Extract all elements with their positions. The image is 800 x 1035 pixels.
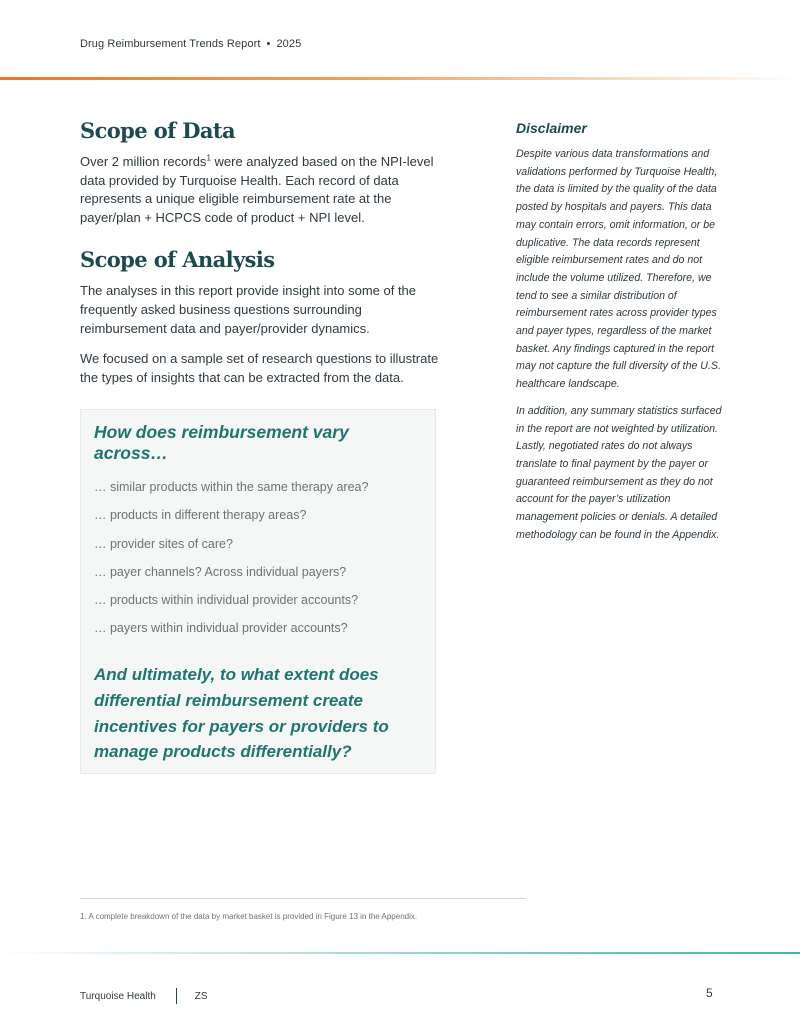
main-column xyxy=(80,118,440,399)
footnote: 1. A complete breakdown of the data by market basket is provided in Figure 13 in the Appendix. xyxy=(80,912,418,921)
footer-rule xyxy=(0,952,800,954)
scope-of-data-text xyxy=(80,153,440,227)
footer-brand-zs: ZS xyxy=(194,990,208,1002)
scope-of-analysis-paragraph: We focused on a sample set of research questions to illustrate the types of insights that can be extracted from the data. xyxy=(80,351,439,385)
question-item: … payer channels? Across individual payers? xyxy=(94,564,347,579)
running-header xyxy=(80,38,301,50)
callout-title: How does reimbursement vary across… xyxy=(94,422,349,463)
question-item: … products in different therapy areas? xyxy=(94,508,307,523)
report-year: 2025 xyxy=(276,38,302,50)
question-item: … similar products within the same therapy area? xyxy=(94,480,369,494)
scope-of-data-heading: Scope of Data xyxy=(80,118,235,143)
report-title: Drug Reimbursement Trends Report xyxy=(80,38,261,50)
scope-of-data-text-end: were analyzed based on the NPI-level data provided by Turquoise Health. Each record of data represents a unique eligible reimbursement rate at the payer/plan + HCPCS code of product + NPI level. xyxy=(80,154,434,225)
scope-of-analysis-heading: Scope of Analysis xyxy=(80,247,275,273)
disclaimer-heading: Disclaimer xyxy=(516,120,587,136)
research-questions-callout xyxy=(80,409,436,774)
disclaimer-paragraph: In addition, any summary statistics surfaced in the report are not weighted by utilization. Lastly, negotiated rates do not always translate to final payment by the payer or guaranteed reimbursement as they do not account for the payer’s utilization management policies or denials. A detailed methodology can be found in the Appendix. xyxy=(516,404,722,541)
callout-conclusion: And ultimately, to what extent does differential reimbursement create incentives for payers or providers to manage products differentially? xyxy=(94,665,389,762)
header-rule xyxy=(0,77,800,80)
scope-of-analysis-paragraph: The analyses in this report provide insight into some of the frequently asked business questions surrounding reimbursement data and payer/provider dynamics. xyxy=(80,283,417,336)
page-number: 5 xyxy=(706,986,713,1000)
header-separator: • xyxy=(266,38,271,50)
footer-brands xyxy=(80,988,208,1004)
question-item: … payers within individual provider accounts? xyxy=(94,621,348,636)
footnote-reference[interactable]: 1 xyxy=(206,153,211,163)
disclaimer-sidebar xyxy=(516,120,730,553)
question-item: … provider sites of care? xyxy=(94,536,233,551)
footnote-divider xyxy=(80,898,526,899)
question-item: … products within individual provider accounts? xyxy=(94,593,359,608)
footer-brand-turquoise: Turquoise Health xyxy=(80,990,156,1002)
scope-of-data-text-start: Over 2 million records xyxy=(80,154,207,169)
disclaimer-paragraph: Despite various data transformations and validations performed by Turquoise Health, the data is limited by the quality of the data posted by hospitals and payers. This data may contain errors, omit information, or be duplicative. The data records represent eligible reimbursement rates and do not include the volume utilized. Therefore, we tend to see a similar distribution of reimbursement rates across provider types and payer types, regardless of the market basket. Any findings captured in the report may not capture the full diversity of the U.S. healthcare landscape. xyxy=(516,148,721,391)
footer-divider xyxy=(176,988,177,1004)
